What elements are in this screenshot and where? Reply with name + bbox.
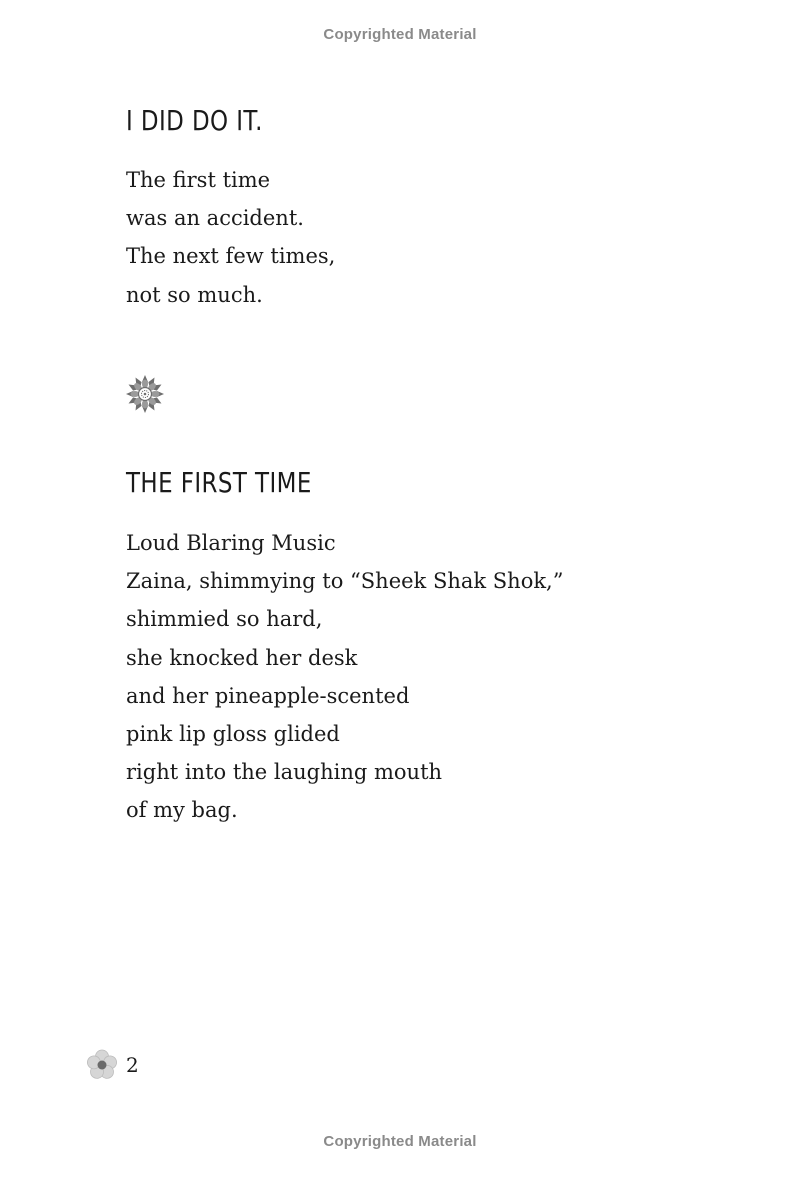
poem-line: she knocked her desk	[126, 645, 358, 670]
poem-line: of my bag.	[126, 798, 238, 823]
poem-line: and her pineapple-scented	[126, 683, 410, 708]
poem-line: was an accident.	[126, 206, 304, 231]
poem-line: not so much.	[126, 282, 263, 307]
poem-stanza-i-did-do-it	[126, 161, 335, 314]
sunflower-mandala-icon	[125, 374, 165, 414]
poem-line: shimmied so hard,	[126, 607, 323, 632]
poem-title-i-did-do-it: I DID DO IT.	[126, 104, 263, 137]
poem-line: right into the laughing mouth	[126, 760, 443, 785]
page-number: 2	[126, 1053, 139, 1077]
poem-line: Zaina, shimmying to “Sheek Shak Shok,”	[126, 569, 564, 594]
poem-line: The first time	[126, 168, 271, 192]
page-folio	[86, 1048, 139, 1082]
copyright-watermark-bottom: Copyrighted Material	[323, 1133, 477, 1150]
copyright-watermark-top: Copyrighted Material	[323, 26, 477, 43]
poem-title-the-first-time: THE FIRST TIME	[126, 466, 312, 499]
poem-line: The next few times,	[126, 244, 336, 269]
poem-line: pink lip gloss glided	[126, 722, 340, 747]
poem-stanza-the-first-time	[126, 524, 563, 830]
poem-line: Loud Blaring Music	[126, 531, 336, 555]
flower-icon	[86, 1049, 118, 1081]
